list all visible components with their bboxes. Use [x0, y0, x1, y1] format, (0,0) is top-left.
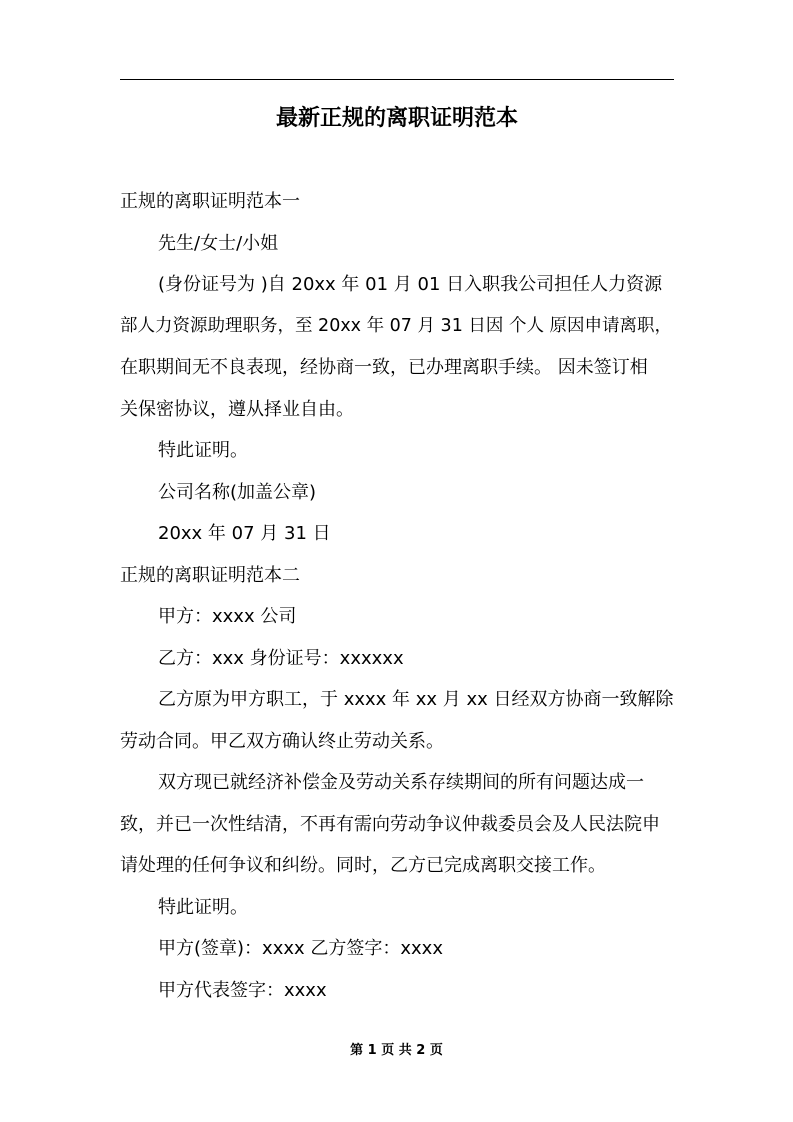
company-name: 公司名称(加盖公章) [158, 481, 317, 503]
section-2-para-2-line: 致，并已一次性结清，不再有需向劳动争议仲裁委员会及人民法院申 [120, 813, 660, 835]
section-2-para-2-line: 双方现已就经济补偿金及劳动关系存续期间的所有问题达成一 [158, 772, 644, 793]
issue-date: 20xx 年 07 月 31 日 [158, 523, 331, 544]
salutation: 先生/女士/小姐 [158, 232, 279, 254]
page-indicator: 第 1 页 共 2 页 [350, 1043, 443, 1058]
document-body [120, 181, 674, 1011]
representative-signature: 甲方代表签字：xxxx [158, 979, 327, 1001]
section-2-para-1-line: 乙方原为甲方职工，于 xxxx 年 xx 月 xx 日经双方协商一致解除 [158, 689, 674, 710]
section-1-heading: 正规的离职证明范本一 [120, 191, 300, 212]
document-title: 最新正规的离职证明范本 [275, 106, 518, 131]
signatures: 甲方(签章)：xxxx 乙方签字：xxxx [158, 938, 443, 959]
section-2-para-1-line: 劳动合同。甲乙双方确认终止劳动关系。 [120, 730, 444, 752]
section-1-body-line: 在职期间无不良表现，经协商一致，已办理离职手续。 因未签订相 [120, 357, 648, 378]
section-2-closing: 特此证明。 [158, 896, 248, 918]
party-b: 乙方：xxx 身份证号：xxxxxx [158, 647, 404, 669]
section-2-para-2-line: 请处理的任何争议和纠纷。同时，乙方已完成离职交接工作。 [120, 855, 606, 876]
section-1-body-line: (身份证号为 )自 20xx 年 01 月 01 日入职我公司担任人力资源 [158, 274, 663, 295]
section-1-closing: 特此证明。 [158, 440, 248, 461]
header-rule [120, 79, 674, 80]
section-1-body-line: 部人力资源助理职务，至 20xx 年 07 月 31 日因 个人 原因申请离职， [120, 315, 673, 336]
section-2-heading: 正规的离职证明范本二 [120, 564, 300, 586]
section-1-body-line: 关保密协议，遵从择业自由。 [120, 398, 354, 420]
party-a: 甲方：xxxx 公司 [158, 606, 297, 627]
